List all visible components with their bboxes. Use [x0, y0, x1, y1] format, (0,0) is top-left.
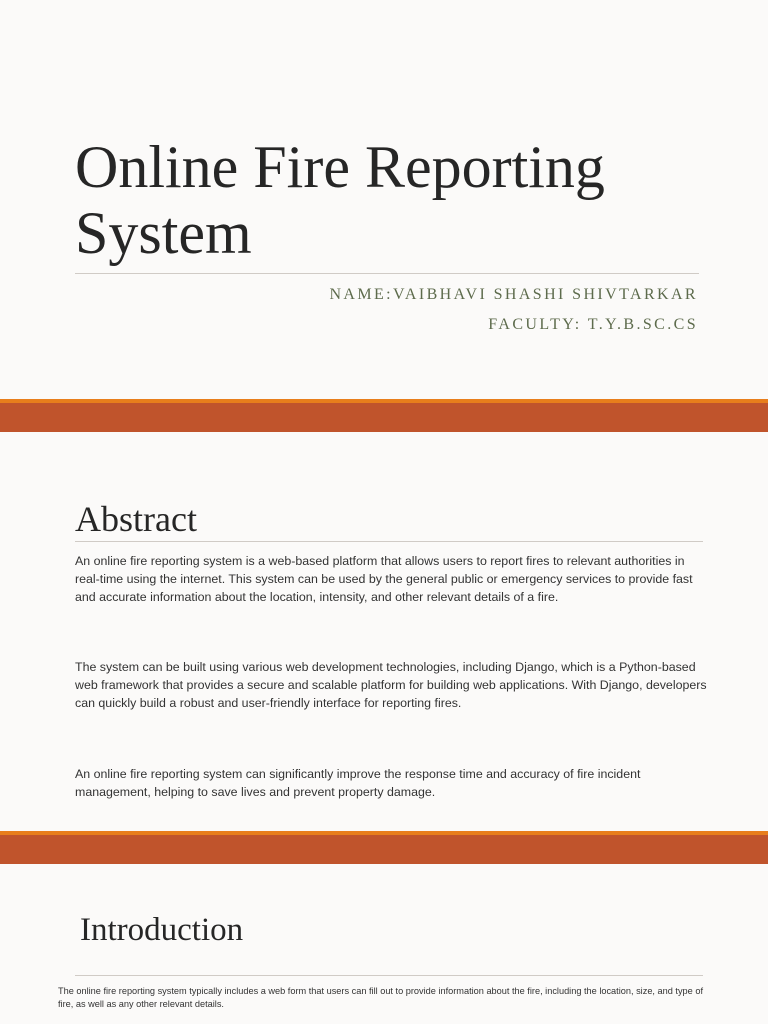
abstract-heading: Abstract [75, 499, 197, 539]
introduction-divider [75, 975, 703, 976]
abstract-paragraph: The system can be built using various web development technologies, including Django, which is a Python-based web framework that provides a secure and scalable platform for building web applications. With Django, developers can quickly build a robust and user-friendly interface for reporting fires. [75, 660, 707, 711]
author-name: NAME:VAIBHAVI SHASHI SHIVTARKAR [329, 286, 698, 303]
slide-separator-band [0, 399, 768, 432]
slide-title: Online Fire Reporting System [75, 134, 605, 266]
title-divider [75, 273, 699, 274]
introduction-paragraph: The online fire reporting system typically includes a web form that users can fill out to provide information about the fire, including the location, size, and type of fire, as well as any other relevant details. [58, 986, 703, 1009]
faculty-line: FACULTY: T.Y.B.SC.CS [488, 316, 698, 333]
abstract-paragraph: An online fire reporting system can significantly improve the response time and accuracy of fire incident management, helping to save lives and prevent property damage. [75, 767, 641, 800]
abstract-paragraph: An online fire reporting system is a web-based platform that allows users to report fires to relevant authorities in real-time using the internet. This system can be used by the general public or emergency services to provide fast and accurate information about the location, intensity, and other relevant details of a fire. [75, 554, 693, 605]
introduction-heading: Introduction [80, 912, 244, 948]
slide-separator-band [0, 831, 768, 864]
abstract-divider [75, 541, 703, 542]
